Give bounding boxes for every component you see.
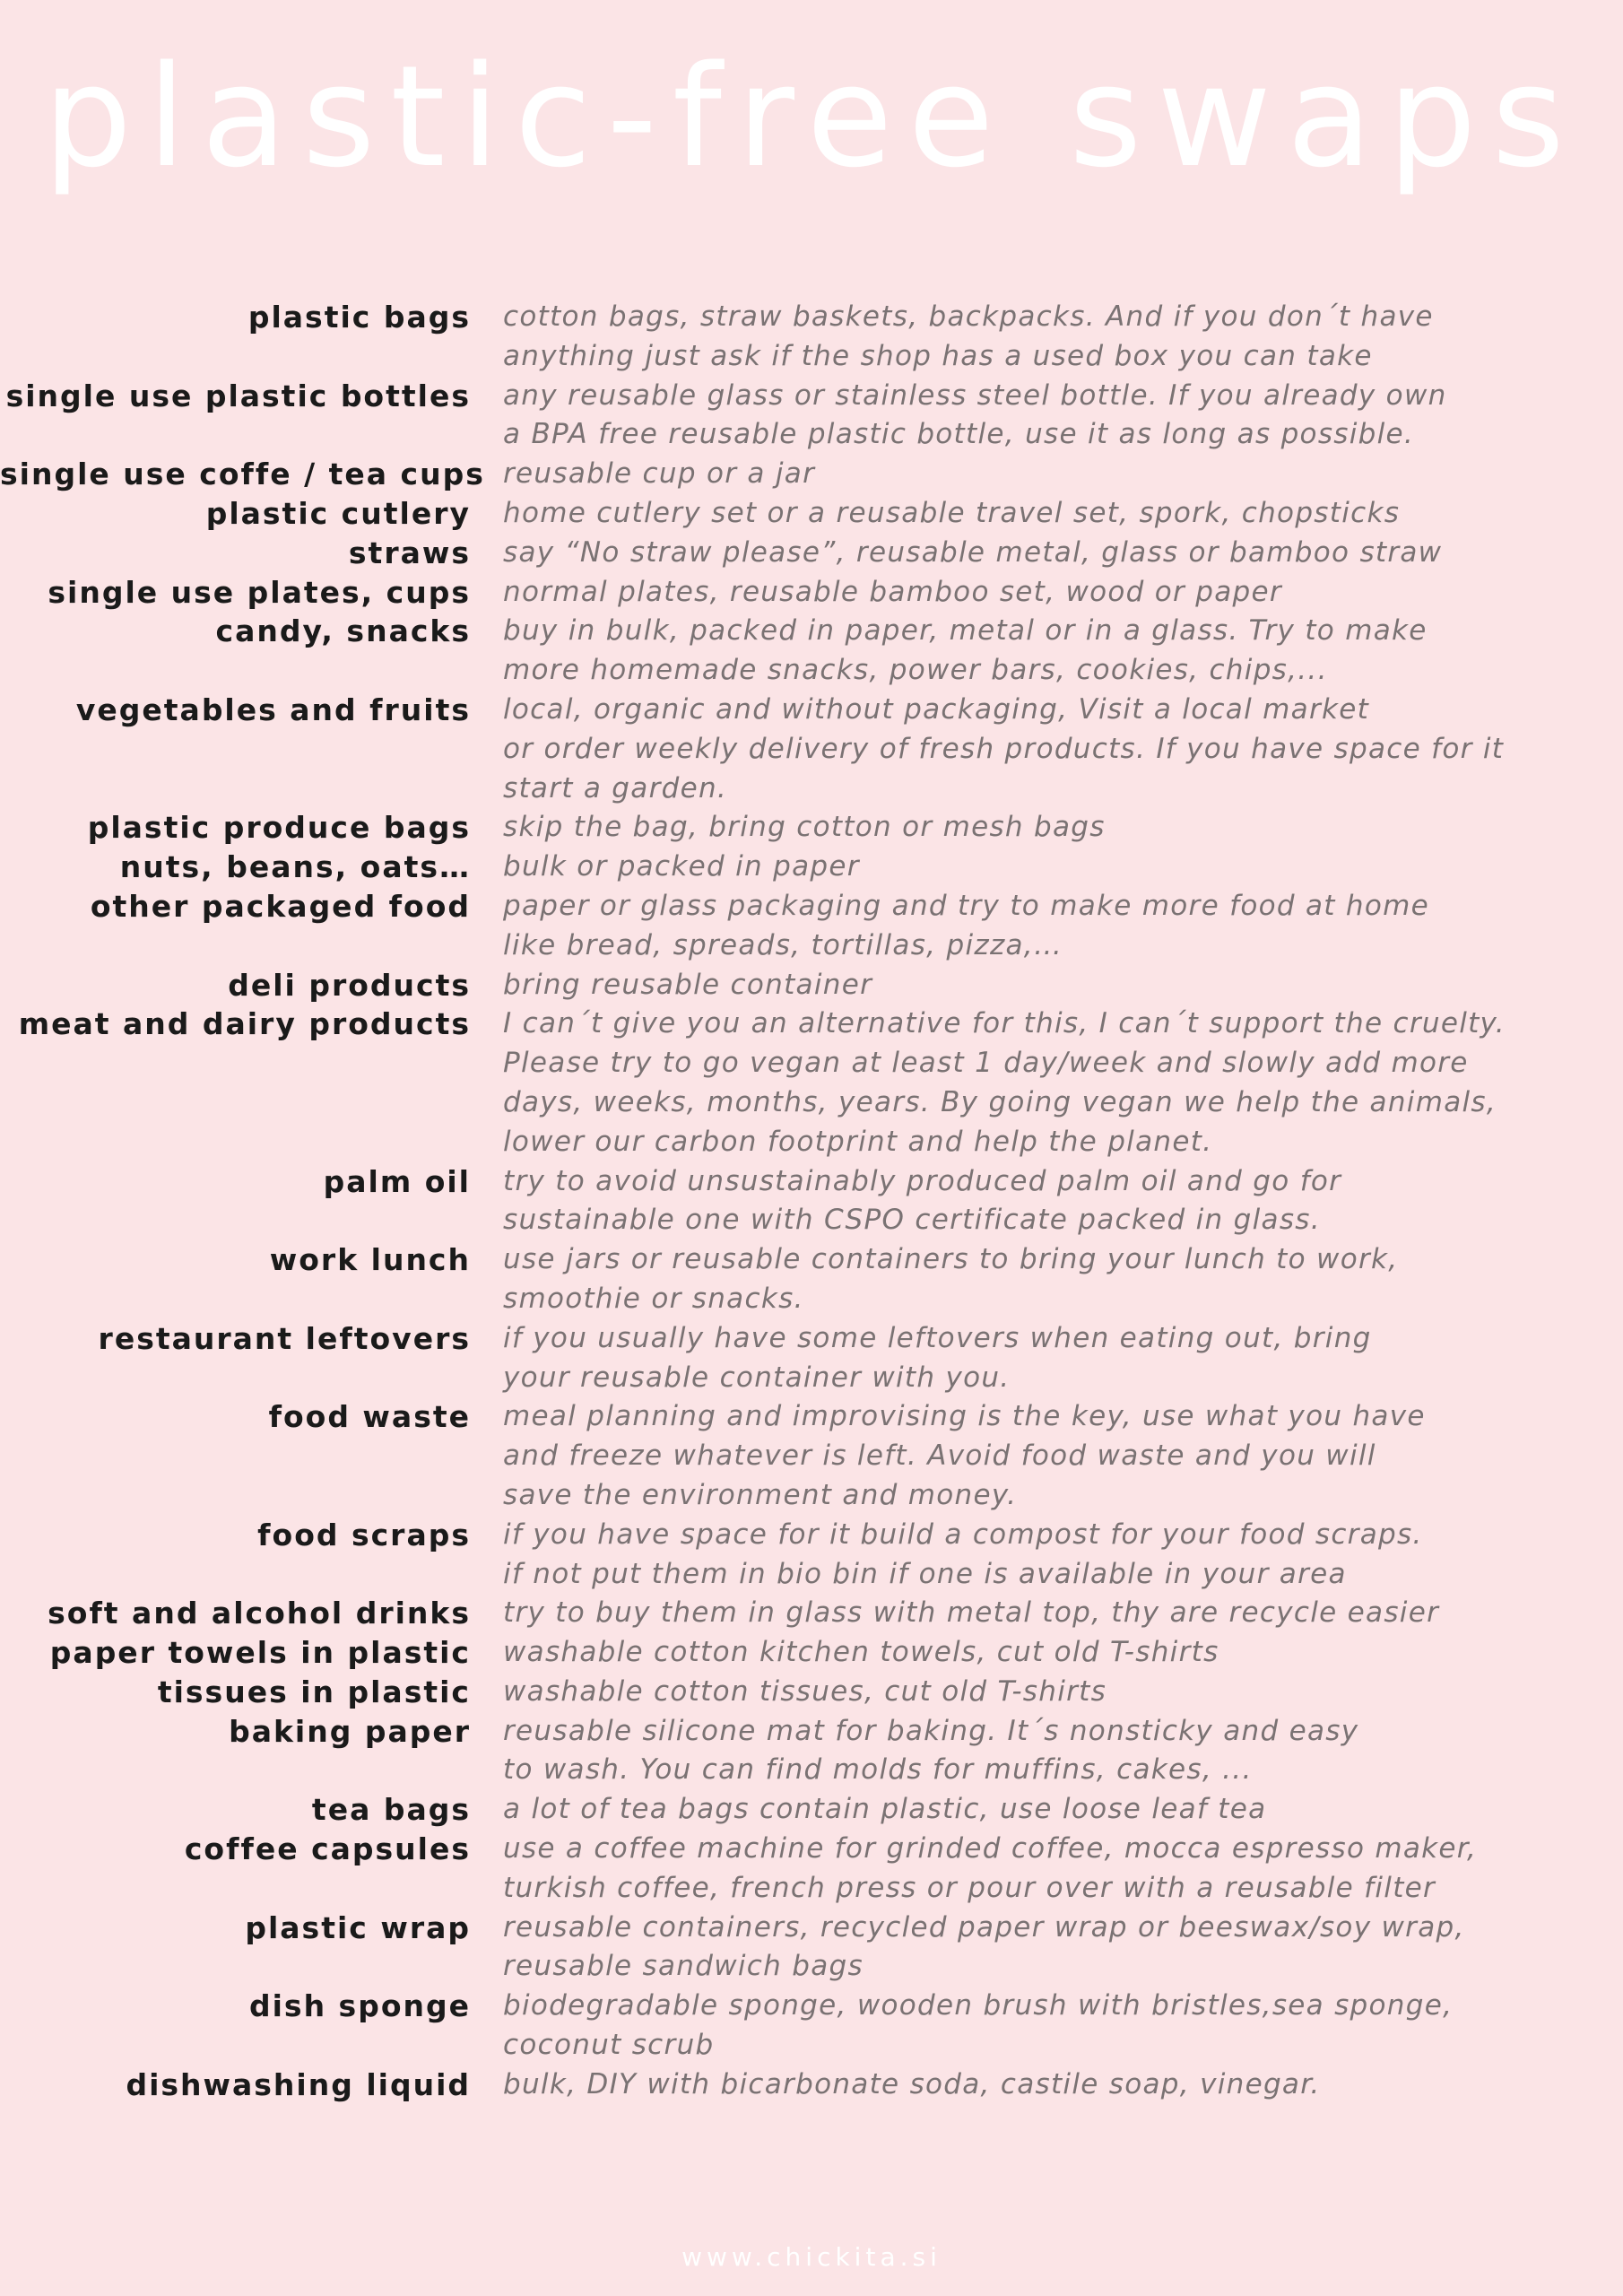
swap-alternative-line: paper or glass packaging and try to make more food at home bbox=[503, 889, 1429, 922]
swap-item-label: plastic bags bbox=[247, 300, 471, 335]
swap-row bbox=[0, 1397, 1623, 1515]
swap-row bbox=[0, 1790, 1623, 1830]
swap-alternative bbox=[503, 494, 1615, 534]
swap-alternative-line: days, weeks, months, years. By going vegan we help the animals, bbox=[503, 1085, 1497, 1118]
swap-alternative-line: reusable cup or a jar bbox=[503, 457, 816, 491]
swap-row bbox=[0, 494, 1623, 534]
swap-alternative-line: biodegradable sponge, wooden brush with bristles,sea sponge, bbox=[503, 1989, 1454, 2022]
swap-row bbox=[0, 1909, 1623, 1987]
swap-row bbox=[0, 966, 1623, 1005]
swap-item-label: baking paper bbox=[229, 1713, 471, 1749]
swap-alternative-line: try to buy them in glass with metal top, thy are recycle easier bbox=[503, 1596, 1440, 1630]
swap-alternative-line: start a garden. bbox=[503, 771, 728, 804]
swap-alternative bbox=[503, 2066, 1615, 2105]
swap-alternative-line: a lot of tea bags contain plastic, use loose leaf tea bbox=[503, 1793, 1267, 1826]
swap-item-label: meat and dairy products bbox=[18, 1006, 471, 1042]
swap-row bbox=[0, 377, 1623, 456]
swap-alternative-line: local, organic and without packaging, Visit a local market bbox=[503, 692, 1370, 726]
swap-row bbox=[0, 298, 1623, 377]
swap-item-label: palm oil bbox=[323, 1163, 471, 1199]
swap-item-label: single use plates, cups bbox=[48, 574, 471, 610]
swap-alternative-line: if not put them in bio bin if one is available in your area bbox=[503, 1557, 1347, 1590]
swap-row bbox=[0, 1594, 1623, 1633]
swap-alternative bbox=[503, 573, 1615, 613]
swap-item-label: nuts, beans, oats… bbox=[119, 849, 471, 885]
swap-item-label: work lunch bbox=[269, 1242, 471, 1278]
swap-item-label: dish sponge bbox=[249, 1988, 471, 2024]
swap-row bbox=[0, 1712, 1623, 1791]
swap-alternative-line: save the environment and money. bbox=[503, 1478, 1018, 1511]
swap-alternative bbox=[503, 1397, 1615, 1515]
swap-alternative bbox=[503, 534, 1615, 573]
swap-alternative-line: a BPA free reusable plastic bottle, use it as long as possible. bbox=[503, 418, 1415, 451]
swap-row bbox=[0, 455, 1623, 494]
swap-row bbox=[0, 887, 1623, 966]
swap-alternative-line: normal plates, reusable bamboo set, wood or paper bbox=[503, 575, 1282, 608]
swap-item-label: paper towels in plastic bbox=[49, 1635, 471, 1671]
swap-alternative bbox=[503, 377, 1615, 456]
swap-alternative-line: reusable silicone mat for baking. It´s nonsticky and easy bbox=[503, 1714, 1359, 1747]
swap-row bbox=[0, 612, 1623, 691]
swap-alternative-line: bulk or packed in paper bbox=[503, 850, 860, 883]
swap-alternative-line: buy in bulk, packed in paper, metal or in a glass. Try to make bbox=[503, 614, 1428, 648]
swap-alternative-line: use jars or reusable containers to bring your lunch to work, bbox=[503, 1243, 1399, 1276]
swap-item-label: restaurant leftovers bbox=[98, 1320, 471, 1356]
swap-alternative-line: Please try to go vegan at least 1 day/week and slowly add more bbox=[503, 1047, 1469, 1080]
swap-row bbox=[0, 1162, 1623, 1241]
swap-alternative-line: washable cotton kitchen towels, cut old T-shirts bbox=[503, 1636, 1219, 1669]
swap-item-label: single use plastic bottles bbox=[5, 378, 471, 413]
swap-alternative bbox=[503, 1594, 1615, 1633]
swap-alternative-line: turkish coffee, french press or pour over with a reusable filter bbox=[503, 1871, 1436, 1904]
swap-item-label: tea bags bbox=[311, 1792, 471, 1828]
swap-row bbox=[0, 1004, 1623, 1161]
swap-alternative-line: any reusable glass or stainless steel bottle. If you already own bbox=[503, 378, 1447, 412]
swap-alternative-line: if you have space for it build a compost for your food scraps. bbox=[503, 1518, 1423, 1551]
swap-alternative-line: home cutlery set or a reusable travel set, spork, chopsticks bbox=[503, 496, 1401, 529]
swap-alternative-line: skip the bag, bring cotton or mesh bags bbox=[503, 811, 1106, 844]
swap-item-label: plastic produce bags bbox=[87, 810, 471, 846]
swap-alternative-line: reusable sandwich bags bbox=[503, 1950, 864, 1983]
swap-row bbox=[0, 1633, 1623, 1673]
swap-alternative bbox=[503, 848, 1615, 887]
swap-row bbox=[0, 1319, 1623, 1398]
swap-alternative-line: if you usually have some leftovers when eating out, bring bbox=[503, 1321, 1372, 1354]
swap-item-label: soft and alcohol drinks bbox=[48, 1596, 471, 1631]
swap-alternative-line: your reusable container with you. bbox=[503, 1361, 1011, 1394]
swap-alternative bbox=[503, 1162, 1615, 1241]
swap-alternative-line: reusable containers, recycled paper wrap or beeswax/soy wrap, bbox=[503, 1910, 1465, 1944]
swap-item-label: food scraps bbox=[257, 1517, 471, 1552]
swap-alternative-line: bulk, DIY with bicarbonate soda, castile soap, vinegar. bbox=[503, 2067, 1321, 2100]
swap-alternative-line: and freeze whatever is left. Avoid food waste and you will bbox=[503, 1439, 1376, 1473]
swap-alternative-line: bring reusable container bbox=[503, 968, 873, 1001]
swap-alternative-line: smoothie or snacks. bbox=[503, 1282, 804, 1315]
swap-item-label: other packaged food bbox=[90, 888, 471, 924]
swap-alternative bbox=[503, 808, 1615, 848]
swap-alternative bbox=[503, 1790, 1615, 1830]
swap-alternative-line: or order weekly delivery of fresh products. If you have space for it bbox=[503, 732, 1505, 765]
swap-alternative bbox=[503, 1516, 1615, 1595]
swap-row bbox=[0, 534, 1623, 573]
swap-alternative bbox=[503, 612, 1615, 691]
swap-alternative-line: say “No straw please”, reusable metal, glass or bamboo straw bbox=[503, 535, 1443, 569]
page-title: plastic-free swaps bbox=[43, 35, 1580, 198]
swap-alternative-line: I can´t give you an alternative for this, I can´t support the cruelty. bbox=[503, 1007, 1506, 1040]
swap-item-label: deli products bbox=[228, 967, 471, 1003]
swap-item-label: straws bbox=[348, 535, 471, 570]
swap-alternative-line: use a coffee machine for grinded coffee, mocca espresso maker, bbox=[503, 1832, 1478, 1866]
swap-row bbox=[0, 1516, 1623, 1595]
swap-row bbox=[0, 1673, 1623, 1712]
swap-alternative bbox=[503, 1319, 1615, 1398]
swap-alternative-line: anything just ask if the shop has a used box you can take bbox=[503, 339, 1373, 372]
swap-alternative bbox=[503, 966, 1615, 1005]
swap-item-label: plastic wrap bbox=[245, 1909, 471, 1945]
swap-row bbox=[0, 2066, 1623, 2105]
swap-alternative bbox=[503, 1673, 1615, 1712]
swap-item-label: tissues in plastic bbox=[157, 1674, 471, 1709]
swap-alternative-line: cotton bags, straw baskets, backpacks. And if you don´t have bbox=[503, 300, 1434, 333]
swap-alternative bbox=[503, 1987, 1615, 2066]
swap-row bbox=[0, 691, 1623, 808]
swap-alternative bbox=[503, 1712, 1615, 1791]
swap-item-label: plastic cutlery bbox=[205, 495, 471, 531]
swap-alternative bbox=[503, 455, 1615, 494]
swap-alternative bbox=[503, 1633, 1615, 1673]
swap-alternative-line: sustainable one with CSPO certificate packed in glass. bbox=[503, 1204, 1321, 1237]
swap-alternative bbox=[503, 887, 1615, 966]
swap-alternative bbox=[503, 1909, 1615, 1987]
swap-item-label: vegetables and fruits bbox=[75, 691, 471, 727]
swap-alternative bbox=[503, 298, 1615, 377]
swap-list bbox=[0, 298, 1623, 2105]
swap-item-label: candy, snacks bbox=[215, 613, 471, 649]
swap-alternative-line: meal planning and improvising is the key, use what you have bbox=[503, 1400, 1426, 1433]
footer-website: www.chickita.si bbox=[681, 2242, 942, 2272]
swap-alternative bbox=[503, 691, 1615, 808]
swap-row bbox=[0, 1240, 1623, 1319]
swap-row bbox=[0, 1987, 1623, 2066]
swap-alternative-line: coconut scrub bbox=[503, 2029, 715, 2062]
swap-alternative-line: more homemade snacks, power bars, cookies, chips,... bbox=[503, 654, 1328, 687]
swap-alternative-line: lower our carbon footprint and help the planet. bbox=[503, 1125, 1213, 1158]
swap-alternative bbox=[503, 1830, 1615, 1909]
swap-row bbox=[0, 848, 1623, 887]
swap-item-label: dishwashing liquid bbox=[126, 2066, 471, 2102]
swap-item-label: single use coffe / tea cups bbox=[0, 457, 485, 492]
swap-alternative bbox=[503, 1240, 1615, 1319]
swap-row bbox=[0, 1830, 1623, 1909]
swap-row bbox=[0, 808, 1623, 848]
swap-alternative-line: like bread, spreads, tortillas, pizza,… bbox=[503, 928, 1063, 961]
swap-row bbox=[0, 573, 1623, 613]
swap-alternative-line: to wash. You can find molds for muffins, cakes, ... bbox=[503, 1753, 1253, 1787]
swap-item-label: coffee capsules bbox=[184, 1831, 471, 1867]
swap-item-label: food waste bbox=[268, 1399, 471, 1435]
swap-alternative-line: washable cotton tissues, cut old T-shirts bbox=[503, 1674, 1107, 1708]
swap-alternative bbox=[503, 1004, 1615, 1161]
swap-alternative-line: try to avoid unsustainably produced palm oil and go for bbox=[503, 1164, 1342, 1197]
